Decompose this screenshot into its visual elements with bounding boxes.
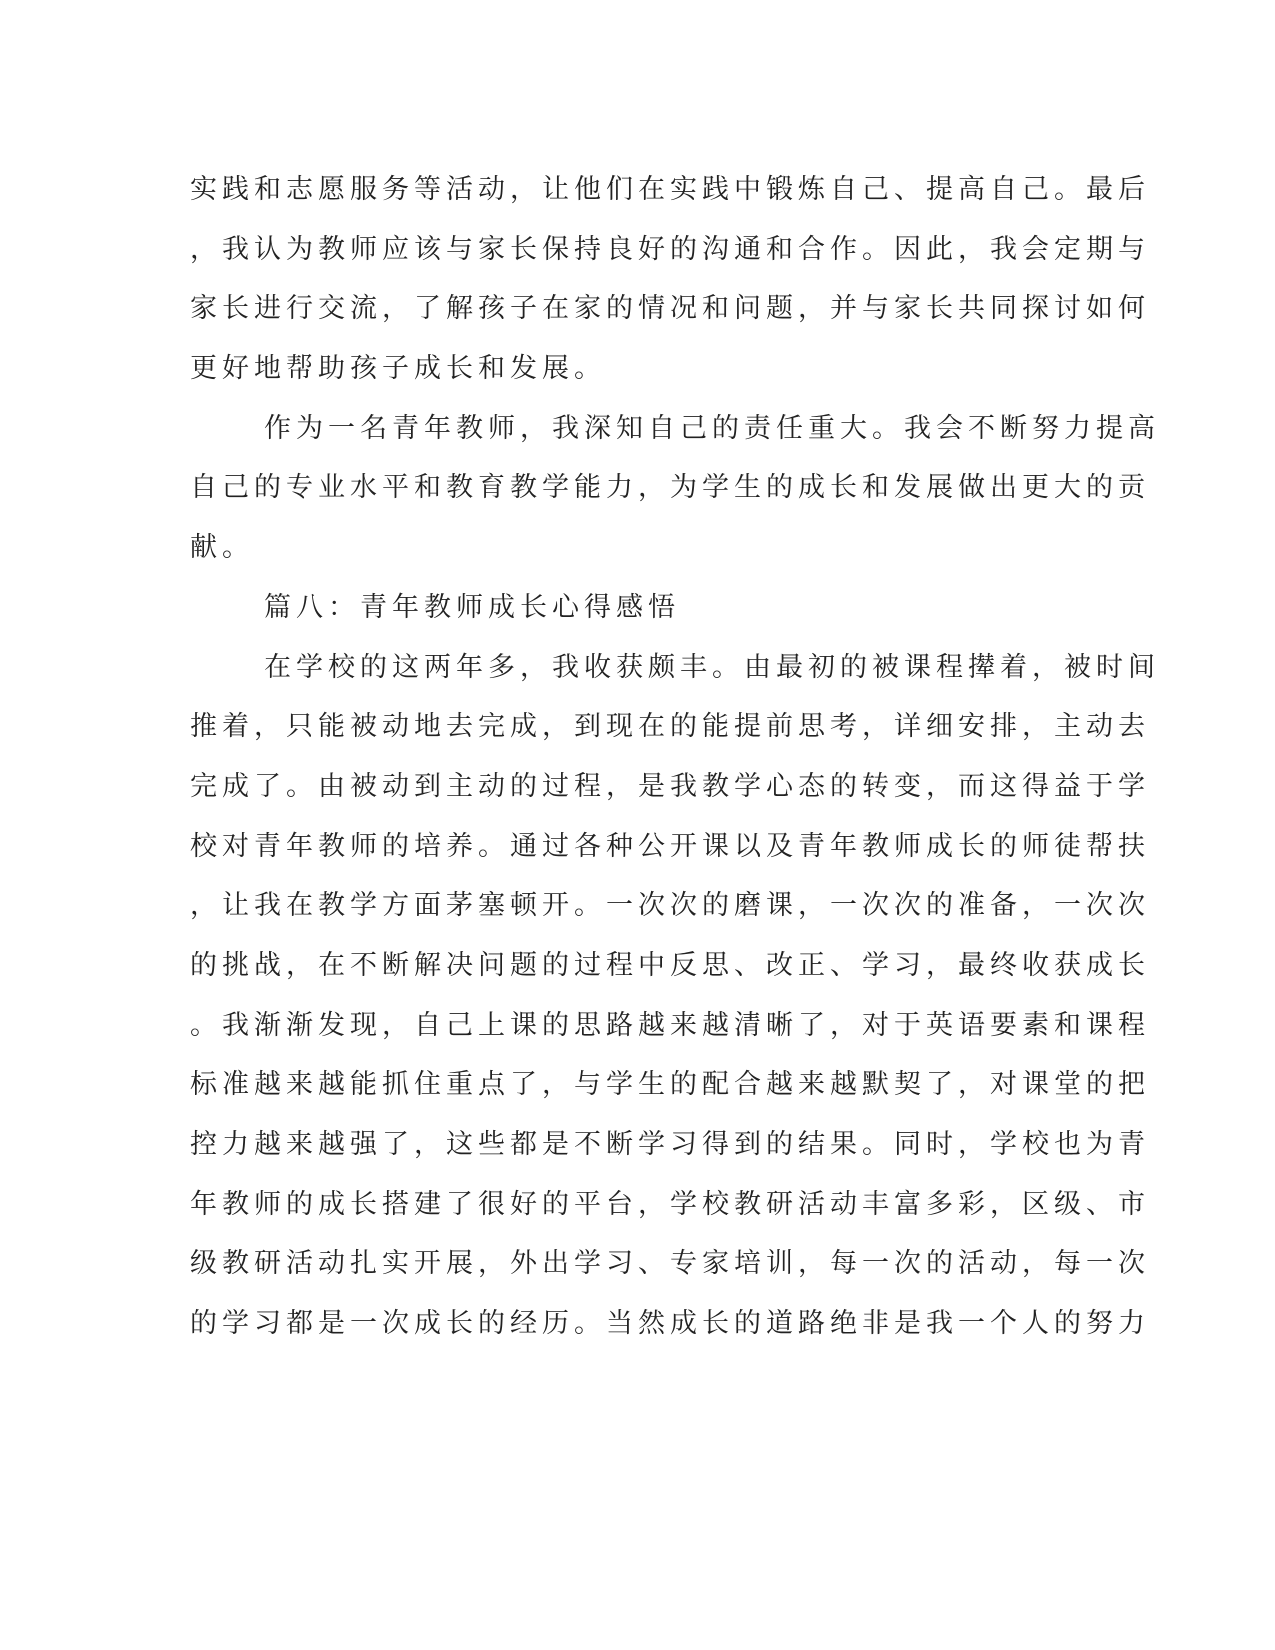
text-line: ，让我在教学方面茅塞顿开。一次次的磨课，一次次的准备，一次次	[190, 890, 1150, 922]
text-line: 校对青年教师的培养。通过各种公开课以及青年教师成长的师徒帮扶	[190, 830, 1150, 862]
text-line: 在学校的这两年多，我收获颇丰。由最初的被课程撵着，被时间	[264, 651, 1160, 683]
body-text	[190, 160, 1160, 1354]
section-heading: 篇八：青年教师成长心得感悟	[264, 591, 680, 623]
text-line: 自己的专业水平和教育教学能力，为学生的成长和发展做出更大的贡	[190, 472, 1150, 504]
text-line: 的学习都是一次成长的经历。当然成长的道路绝非是我一个人的努力	[190, 1308, 1150, 1340]
text-line: 家长进行交流，了解孩子在家的情况和问题，并与家长共同探讨如何	[190, 293, 1150, 325]
text-line: 献。	[190, 532, 254, 564]
text-line: 实践和志愿服务等活动，让他们在实践中锻炼自己、提高自己。最后	[190, 174, 1150, 205]
text-line: 推着，只能被动地去完成，到现在的能提前思考，详细安排，主动去	[190, 711, 1150, 743]
text-line: 级教研活动扎实开展，外出学习、专家培训，每一次的活动，每一次	[190, 1248, 1150, 1280]
text-line: 作为一名青年教师，我深知自己的责任重大。我会不断努力提高	[264, 412, 1160, 444]
text-line: 完成了。由被动到主动的过程，是我教学心态的转变，而这得益于学	[190, 770, 1150, 802]
text-line: 年教师的成长搭建了很好的平台，学校教研活动丰富多彩，区级、市	[190, 1188, 1150, 1220]
text-line: 控力越来越强了，这些都是不断学习得到的结果。同时，学校也为青	[190, 1129, 1150, 1160]
text-line: ，我认为教师应该与家长保持良好的沟通和合作。因此，我会定期与	[190, 233, 1150, 265]
text-line: 。我渐渐发现，自己上课的思路越来越清晰了，对于英语要素和课程	[190, 1009, 1150, 1041]
text-line: 更好地帮助孩子成长和发展。	[190, 353, 606, 385]
text-line: 标准越来越能抓住重点了，与学生的配合越来越默契了，对课堂的把	[190, 1069, 1150, 1101]
text-line: 的挑战，在不断解决问题的过程中反思、改正、学习，最终收获成长	[190, 949, 1150, 981]
